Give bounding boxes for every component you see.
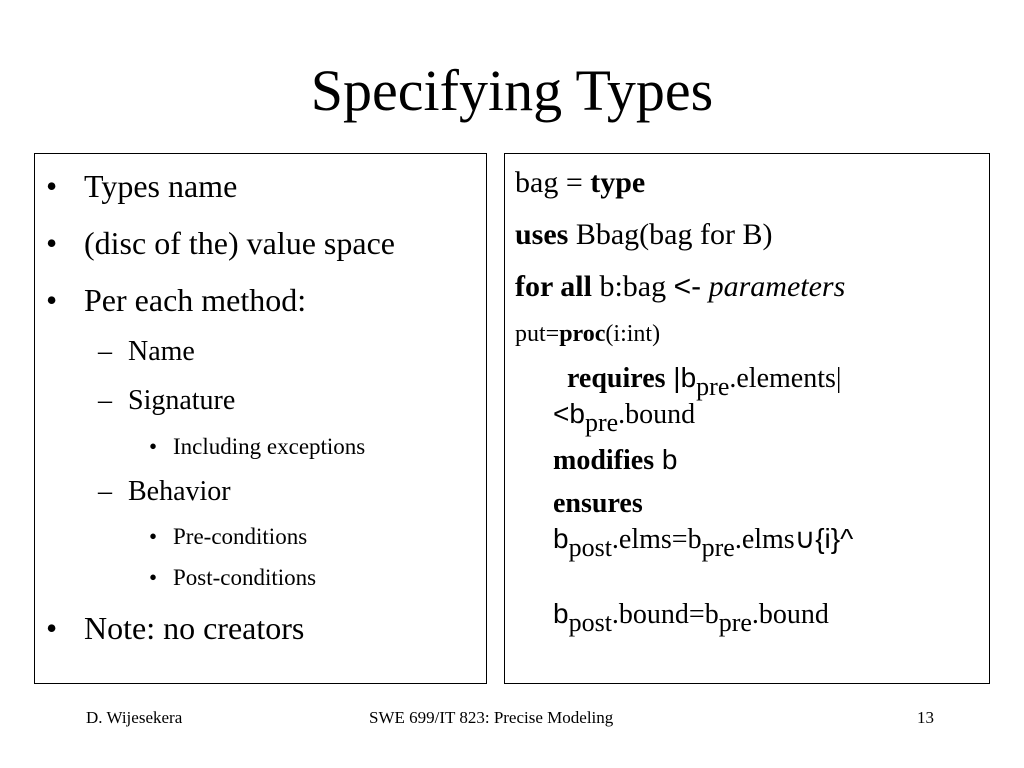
spec-line-requires xyxy=(567,362,842,401)
bullet-list-box xyxy=(34,153,487,684)
spec-line-requires-cont xyxy=(553,398,696,437)
subsub-bullet-text: Pre-conditions xyxy=(173,524,308,549)
spec-text: Bbag(bag for B) xyxy=(568,218,773,251)
bullet-no-creators xyxy=(46,610,305,646)
arrow-icon: <- xyxy=(673,270,702,303)
keyword-uses: uses xyxy=(515,218,569,251)
spec-text: .elms xyxy=(734,524,795,555)
spec-text: .bound=b xyxy=(611,599,719,630)
keyword-type: type xyxy=(590,166,646,199)
spec-text: {i}^ xyxy=(815,523,854,554)
bullet-text: Per each method: xyxy=(84,282,307,318)
subscript: post xyxy=(568,533,612,562)
bullet-dot-icon: • xyxy=(149,524,158,549)
spec-text: .bound xyxy=(618,399,696,430)
footer-page-number: 13 xyxy=(917,708,934,727)
spec-text: b xyxy=(553,523,569,554)
keyword-modifies: modifies xyxy=(553,445,655,476)
subscript: post xyxy=(568,608,612,637)
dash-icon: – xyxy=(98,336,112,367)
spec-text: put= xyxy=(515,321,560,347)
bullet-dot-icon: • xyxy=(46,225,58,261)
footer-author: D. Wijesekera xyxy=(86,708,183,727)
spec-text: <b xyxy=(553,398,585,429)
bullet-text: (disc of the) value space xyxy=(84,225,395,261)
bullet-per-method xyxy=(46,282,307,318)
bullet-dot-icon: • xyxy=(46,610,58,646)
spec-text: b xyxy=(553,598,569,629)
spec-line-type xyxy=(515,166,645,200)
spec-box xyxy=(504,153,990,684)
spec-line-uses xyxy=(515,218,772,252)
subscript: pre xyxy=(696,372,730,401)
subsub-bullet-post xyxy=(149,564,317,591)
spec-line-ensures-elms xyxy=(553,523,854,562)
spec-text: b:bag xyxy=(591,270,674,303)
keyword-ensures: ensures xyxy=(553,488,643,519)
sub-bullet-signature xyxy=(98,385,236,417)
union-icon: ∪ xyxy=(794,523,816,554)
spec-text: .bound xyxy=(751,599,829,630)
spec-text: b xyxy=(654,444,678,475)
spec-line-ensures-bound xyxy=(553,598,829,637)
keyword-requires: requires xyxy=(567,363,666,394)
sub-bullet-behavior xyxy=(98,476,231,508)
subsub-bullet-exceptions xyxy=(149,433,366,460)
subsub-bullet-text: Post-conditions xyxy=(173,565,317,590)
sub-bullet-text: Behavior xyxy=(128,476,231,507)
subscript: pre xyxy=(584,408,619,437)
dash-icon: – xyxy=(98,476,112,507)
spec-line-forall xyxy=(515,270,845,304)
bullet-dot-icon: • xyxy=(149,434,158,459)
dash-icon: – xyxy=(98,385,112,416)
spec-line-modifies xyxy=(553,444,677,477)
subscript: pre xyxy=(718,608,752,637)
spec-text: .elements| xyxy=(729,363,842,394)
spec-text-italic: parameters xyxy=(701,270,846,303)
keyword-for-all: for all xyxy=(515,270,592,303)
spec-text: bag = xyxy=(515,166,591,199)
bullet-dot-icon: • xyxy=(46,168,58,204)
spec-line-put xyxy=(515,320,660,348)
spec-text: |b xyxy=(665,362,697,393)
spec-text: .elms=b xyxy=(611,524,702,555)
sub-bullet-name xyxy=(98,336,195,368)
spec-line-ensures xyxy=(553,488,643,520)
subsub-bullet-pre xyxy=(149,523,308,550)
bullet-text: Types name xyxy=(84,168,238,204)
sub-bullet-text: Name xyxy=(128,336,195,367)
footer-course: SWE 699/IT 823: Precise Modeling xyxy=(369,708,614,727)
bullet-dot-icon: • xyxy=(46,282,58,318)
keyword-proc: proc xyxy=(559,321,606,347)
bullet-value-space xyxy=(46,225,395,261)
subsub-bullet-text: Including exceptions xyxy=(173,434,366,459)
bullet-text: Note: no creators xyxy=(84,610,305,646)
slide-title: Specifying Types xyxy=(310,58,714,123)
bullet-types-name xyxy=(46,168,238,204)
sub-bullet-text: Signature xyxy=(128,385,236,416)
bullet-dot-icon: • xyxy=(149,565,158,590)
spec-text: (i:int) xyxy=(605,321,661,347)
subscript: pre xyxy=(701,533,735,562)
